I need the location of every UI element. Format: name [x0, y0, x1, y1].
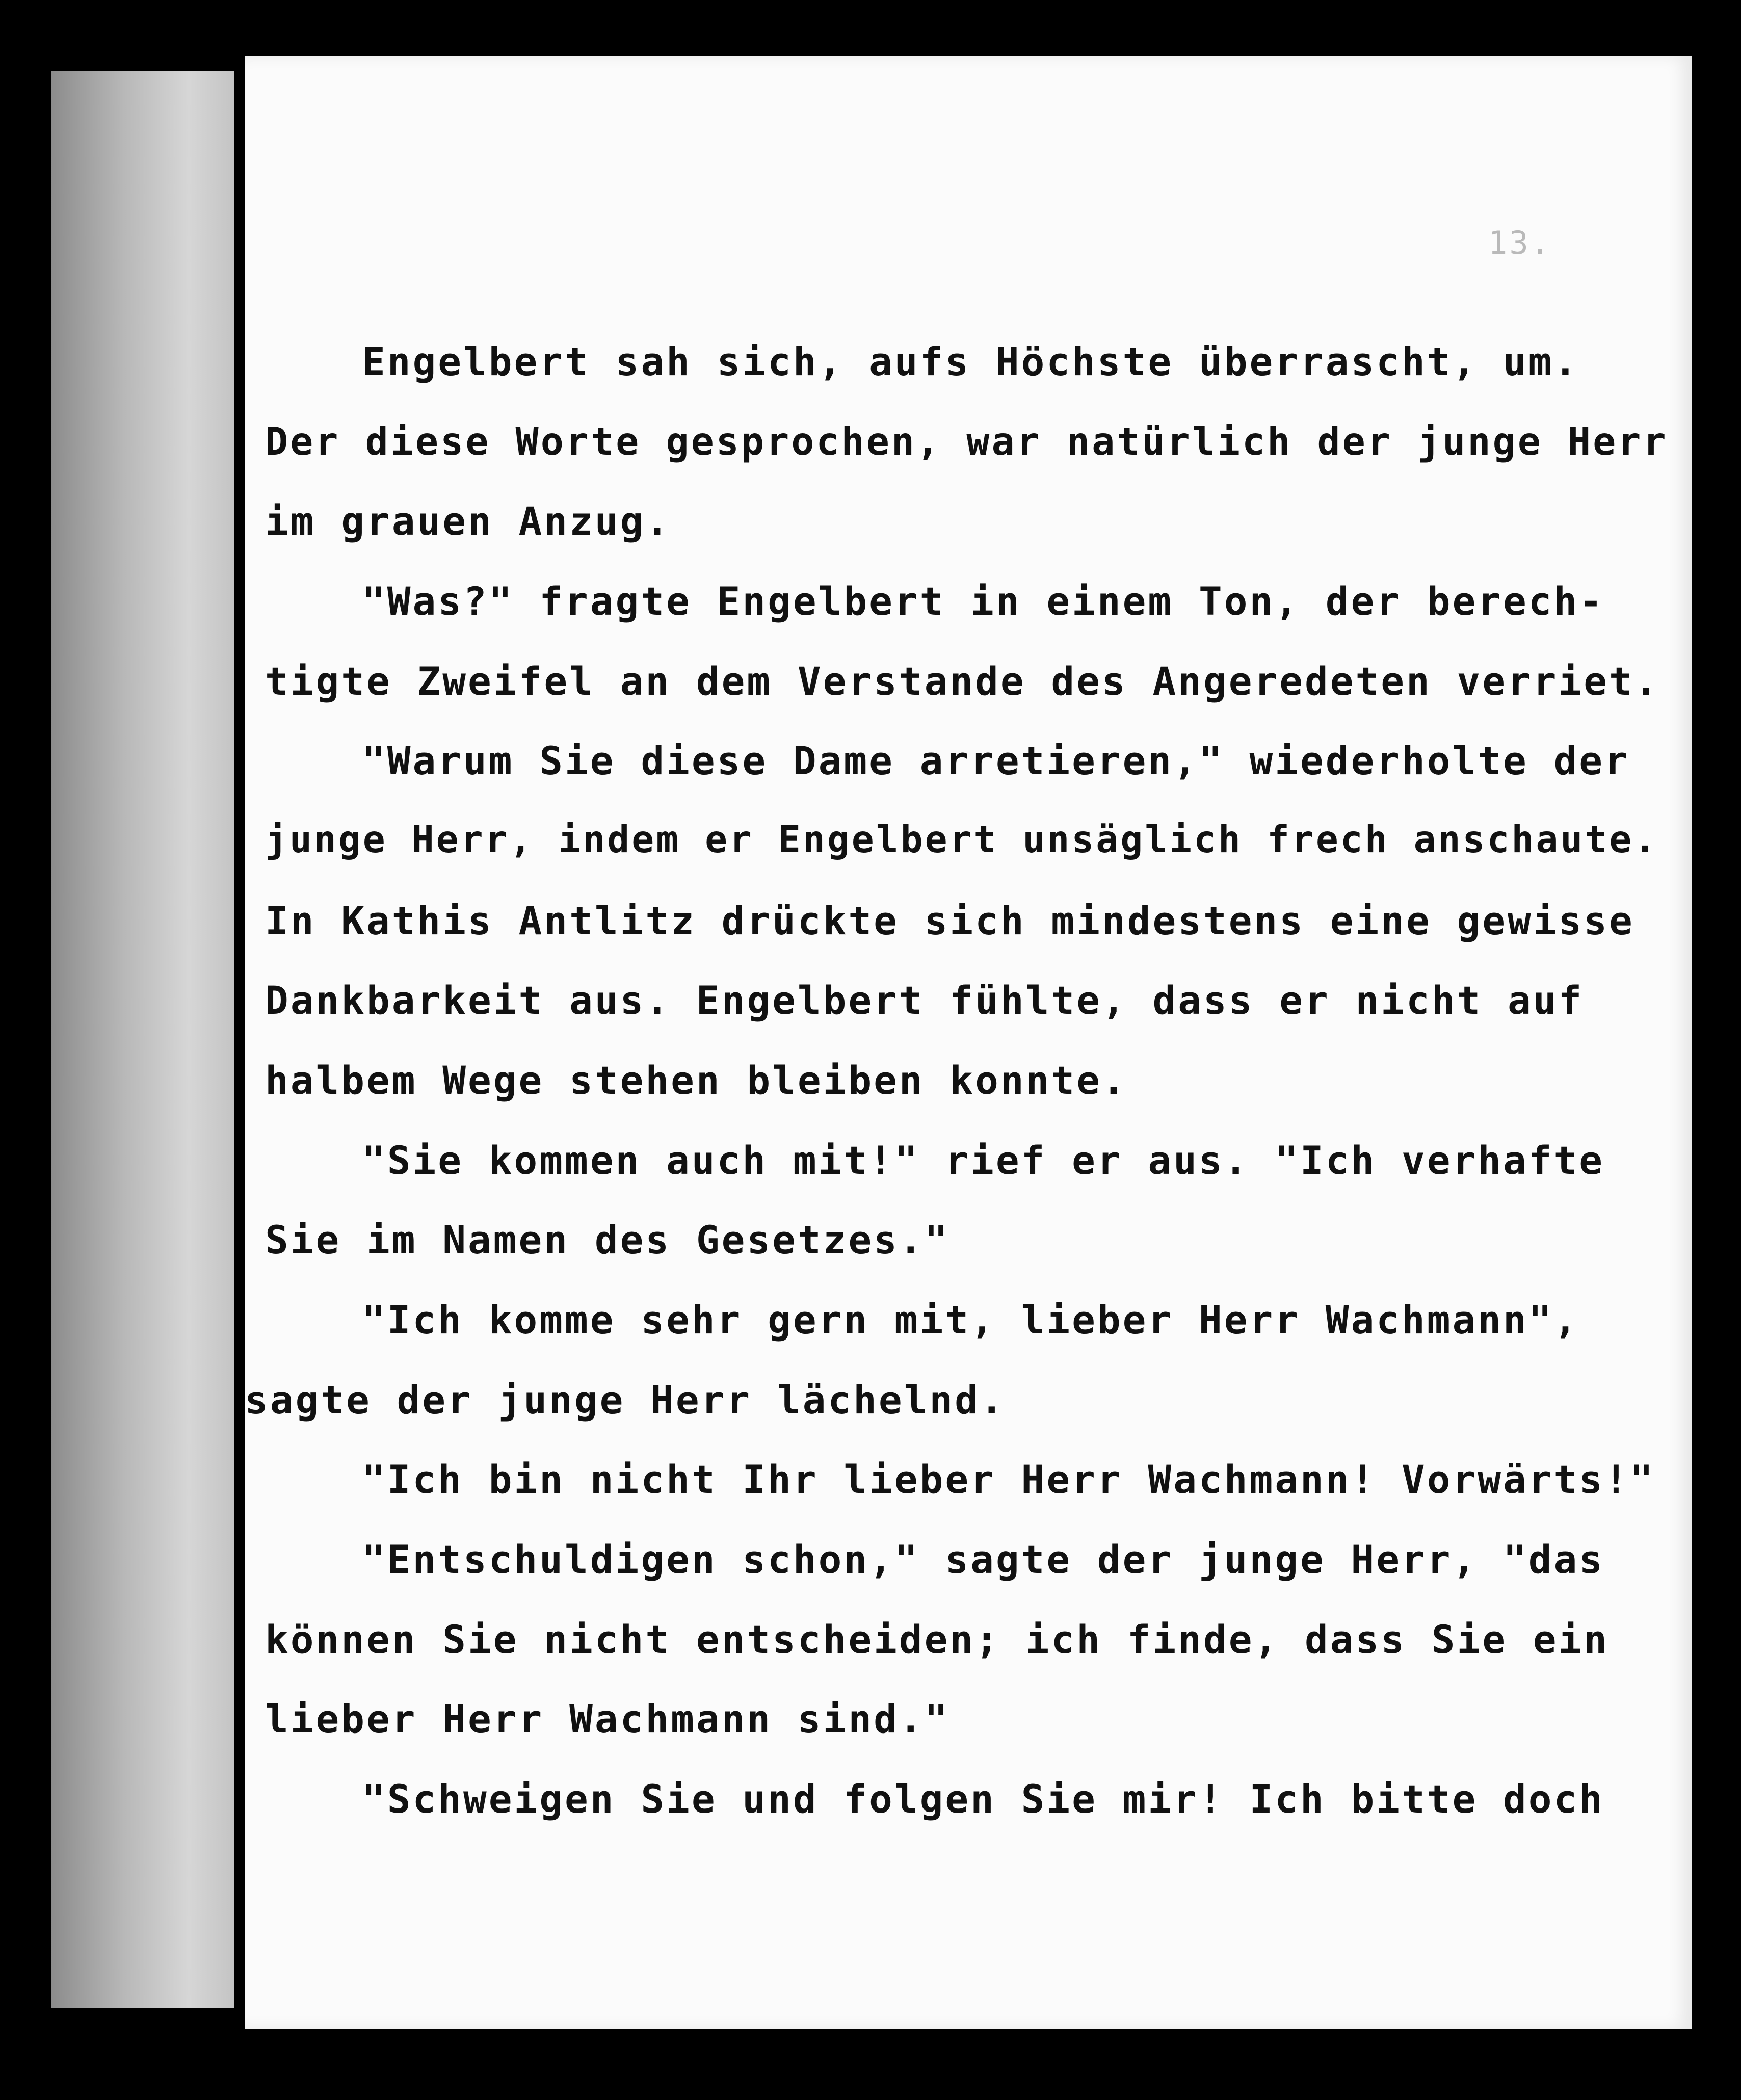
text-line: "Ich bin nicht Ihr lieber Herr Wachmann! Vorwärts!" — [362, 1457, 1655, 1502]
typewritten-page — [245, 56, 1692, 2029]
text-line: "Entschuldigen schon," sagte der junge Herr, "das — [362, 1537, 1605, 1582]
text-line: "Ich komme sehr gern mit, lieber Herr Wachmann", — [362, 1297, 1579, 1343]
text-line: "Was?" fragte Engelbert in einem Ton, der berech- — [362, 579, 1605, 624]
text-line: halbem Wege stehen bleiben konnte. — [265, 1058, 1127, 1103]
text-line: "Warum Sie diese Dame arretieren," wiederholte der — [362, 738, 1630, 783]
page-number: 13. — [1488, 224, 1551, 261]
text-line: Der diese Worte gesprochen, war natürlich der junge Herr — [265, 419, 1668, 464]
text-line: lieber Herr Wachmann sind." — [265, 1696, 950, 1742]
text-line: Engelbert sah sich, aufs Höchste überrascht, um. — [362, 339, 1579, 384]
text-line: "Schweigen Sie und folgen Sie mir! Ich bitte doch — [362, 1776, 1605, 1822]
text-line: sagte der junge Herr lächelnd. — [245, 1377, 1006, 1423]
text-line: können Sie nicht entscheiden; ich finde, dass Sie ein — [265, 1617, 1610, 1662]
text-line: "Sie kommen auch mit!" rief er aus. "Ich verhafte — [362, 1138, 1605, 1183]
text-line: junge Herr, indem er Engelbert unsäglich frech anschaute. — [265, 818, 1658, 861]
text-line: im grauen Anzug. — [265, 498, 671, 544]
text-line: tigte Zweifel an dem Verstande des Angeredeten verriet. — [265, 659, 1660, 704]
document-body — [245, 56, 1692, 2029]
text-line: Dankbarkeit aus. Engelbert fühlte, dass er nicht auf — [265, 978, 1584, 1023]
text-line: Sie im Namen des Gesetzes." — [265, 1217, 950, 1263]
adjacent-page-edge — [51, 71, 234, 2008]
text-line: In Kathis Antlitz drückte sich mindestens eine gewisse — [265, 898, 1634, 943]
